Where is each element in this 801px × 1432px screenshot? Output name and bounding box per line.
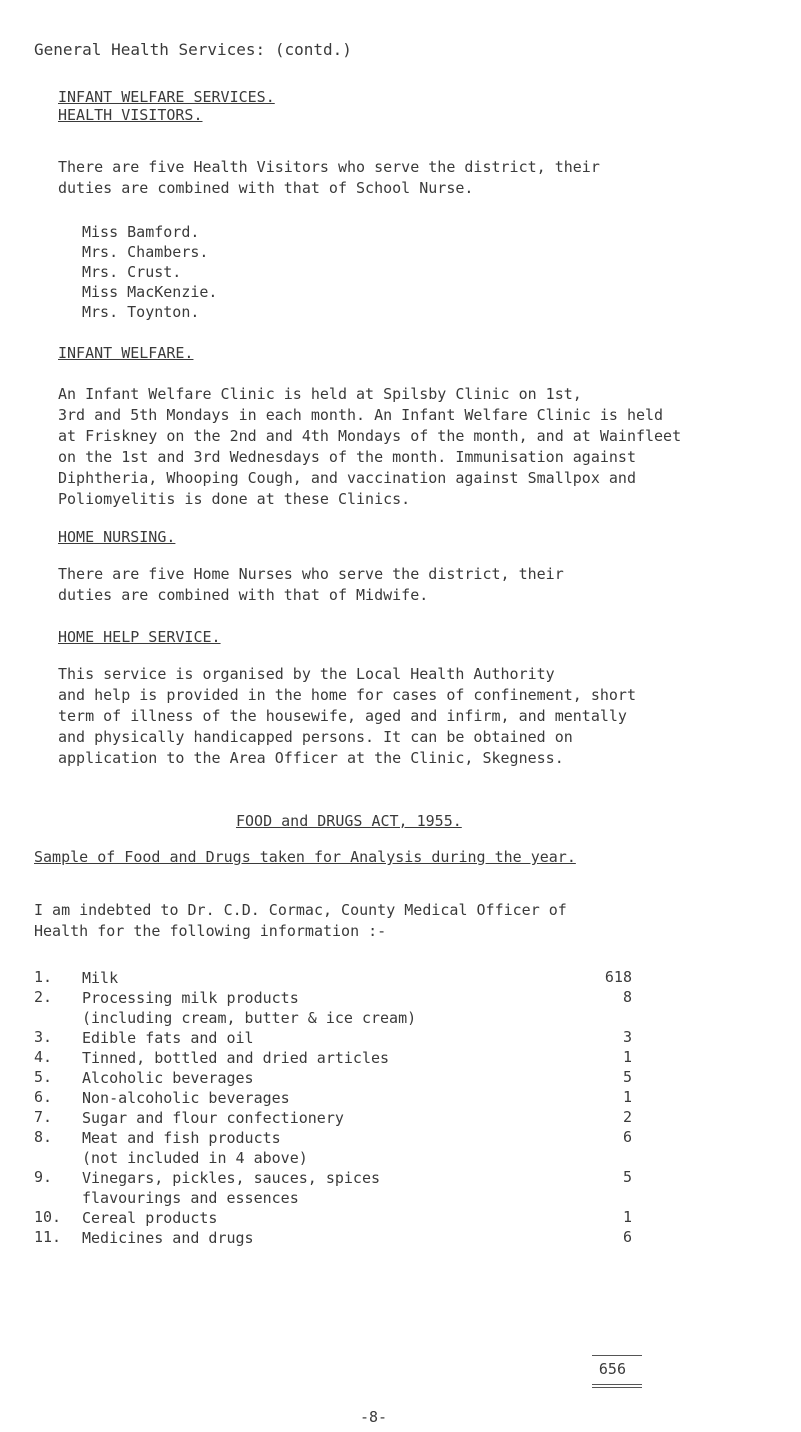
sample-item-number: 9. <box>34 1168 53 1186</box>
food-drugs-intro: I am indebted to Dr. C.D. Cormac, County Medical Officer of Health for the following information :- <box>34 901 567 940</box>
food-drugs-subheading: Sample of Food and Drugs taken for Analysis during the year. <box>34 848 576 866</box>
sample-item-description: Alcoholic beverages <box>82 1069 254 1087</box>
sample-item-count: 6 <box>622 1228 632 1246</box>
sample-item-number: 2. <box>34 988 53 1006</box>
sample-item-description: Meat and fish products (not included in 4 above) <box>82 1129 308 1167</box>
sample-item-number: 6. <box>34 1088 53 1106</box>
sample-item-description: Tinned, bottled and dried articles <box>82 1049 390 1067</box>
sample-item-count: 5 <box>622 1068 632 1086</box>
sample-item-number: 3. <box>34 1028 53 1046</box>
home-nursing-text: There are five Home Nurses who serve the district, their duties are combined with that of Midwife. <box>58 565 564 604</box>
total-rule <box>592 1355 642 1356</box>
sample-item-description: Milk <box>82 969 119 987</box>
page-header: General Health Services: (contd.) <box>34 40 352 59</box>
home-help-text: This service is organised by the Local Health Authority and help is provided in the home for cases of confinement, short term of illness of the housewife, aged and infirm, and mentally and physically handicapped persons. It can be obtained on application to the Area Officer at the Clinic, Skegness. <box>58 665 636 767</box>
sample-item-count: 8 <box>622 988 632 1006</box>
sample-item-description: Sugar and flour confectionery <box>82 1109 344 1127</box>
sample-item-count: 5 <box>622 1168 632 1186</box>
sample-item-count: 6 <box>622 1128 632 1146</box>
sample-item-count: 1 <box>622 1208 632 1226</box>
health-visitors-heading: HEALTH VISITORS. <box>58 106 203 124</box>
food-drugs-heading: FOOD and DRUGS ACT, 1955. <box>236 812 462 830</box>
sample-item-count: 1 <box>622 1088 632 1106</box>
sample-item-number: 10. <box>34 1208 62 1226</box>
health-visitor-name: Mrs. Toynton. <box>82 303 200 321</box>
samples-list <box>34 0 774 1432</box>
samples-total: 656 <box>598 1360 626 1378</box>
sample-item-count: 3 <box>622 1028 632 1046</box>
infant-welfare-heading: INFANT WELFARE. <box>58 344 194 362</box>
sample-item-description: Non-alcoholic beverages <box>82 1089 290 1107</box>
health-visitor-name: Mrs. Crust. <box>82 263 182 281</box>
total-double-rule-top <box>592 1384 642 1385</box>
sample-item-number: 11. <box>34 1228 62 1246</box>
sample-item-description: Edible fats and oil <box>82 1029 254 1047</box>
sample-item-count: 1 <box>622 1048 632 1066</box>
home-nursing-heading: HOME NURSING. <box>58 528 176 546</box>
sample-item-number: 5. <box>34 1068 53 1086</box>
sample-item-description: Vinegars, pickles, sauces, spices flavourings and essences <box>82 1169 381 1207</box>
sample-item-number: 7. <box>34 1108 53 1126</box>
health-visitor-name: Mrs. Chambers. <box>82 243 209 261</box>
page-number: -8- <box>360 1408 388 1426</box>
health-visitors-intro: There are five Health Visitors who serve the district, their duties are combined with that of School Nurse. <box>58 158 600 197</box>
health-visitor-name: Miss MacKenzie. <box>82 283 218 301</box>
sample-item-number: 4. <box>34 1048 53 1066</box>
sample-item-description: Medicines and drugs <box>82 1229 254 1247</box>
home-help-heading: HOME HELP SERVICE. <box>58 628 221 646</box>
sample-item-count: 618 <box>604 968 632 986</box>
health-visitor-name: Miss Bamford. <box>82 223 200 241</box>
sample-item-number: 8. <box>34 1128 53 1146</box>
sample-item-count: 2 <box>622 1108 632 1126</box>
infant-welfare-text: An Infant Welfare Clinic is held at Spilsby Clinic on 1st, 3rd and 5th Mondays in each month. An Infant Welfare Clinic is held at Friskney on the 2nd and 4th Mondays of the month, and at Wainfleet on the 1st and 3rd Wednesdays of the month. Immunisation against Diphtheria, Whooping Cough, and vaccination against Smallpox and Poliomyelitis is done at these Clinics. <box>58 385 682 508</box>
sample-item-description: Cereal products <box>82 1209 218 1227</box>
total-double-rule-bottom <box>592 1387 642 1388</box>
sample-item-number: 1. <box>34 968 53 986</box>
sample-item-description: Processing milk products (including cream, butter & ice cream) <box>82 989 417 1027</box>
infant-welfare-services-heading: INFANT WELFARE SERVICES. <box>58 88 275 106</box>
